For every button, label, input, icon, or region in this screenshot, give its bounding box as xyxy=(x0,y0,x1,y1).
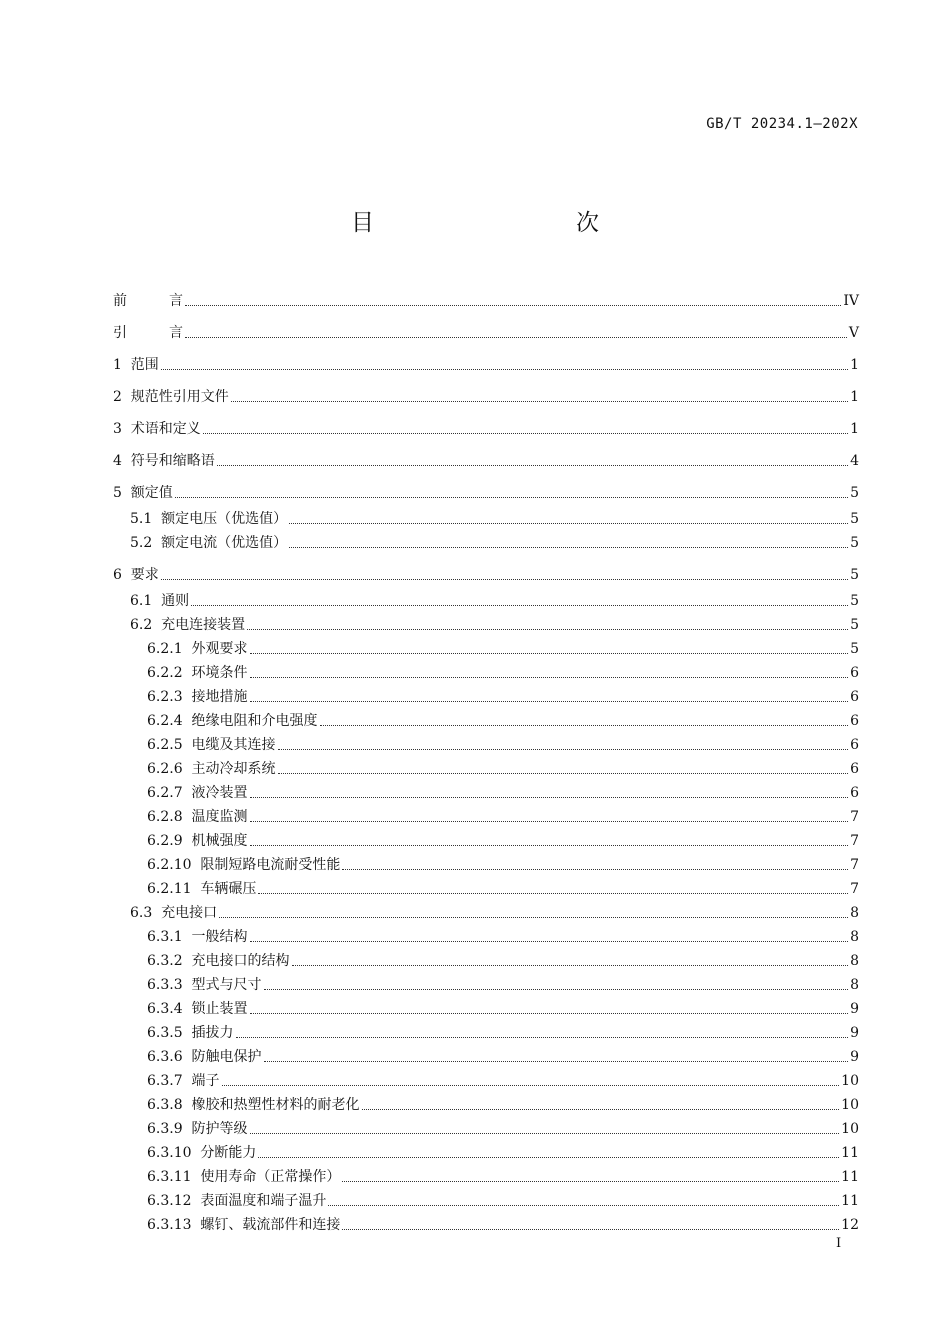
toc-entry-title: 4 符号和缩略语 xyxy=(113,453,215,469)
toc-entry[interactable] xyxy=(113,707,859,731)
toc-entry-page: 8 xyxy=(850,929,859,945)
standard-code: GB/T 20234.1—202X xyxy=(706,116,858,132)
toc-entry-page: 10 xyxy=(841,1097,859,1113)
toc-entry[interactable] xyxy=(113,561,859,585)
toc-leader-dots xyxy=(289,523,848,524)
toc-leader-dots xyxy=(289,547,848,548)
toc-entry-page: 5 xyxy=(850,617,859,633)
toc-entry[interactable] xyxy=(113,287,859,311)
toc-entry[interactable] xyxy=(113,1115,859,1139)
toc-entry-title: 前 言 xyxy=(113,293,183,309)
toc-leader-dots xyxy=(278,749,849,750)
toc-entry[interactable] xyxy=(113,947,859,971)
toc-entry-title: 5.1 额定电压（优选值） xyxy=(130,511,288,527)
toc-entry[interactable] xyxy=(113,1187,859,1211)
toc-entry[interactable] xyxy=(113,803,859,827)
toc-entry-page: 8 xyxy=(850,905,859,921)
toc-entry-page: 8 xyxy=(850,977,859,993)
toc-entry-page: 1 xyxy=(850,357,859,373)
toc-entry-title: 6.2.1 外观要求 xyxy=(147,641,248,657)
toc-entry-page: 9 xyxy=(850,1025,859,1041)
toc-entry-title: 引 言 xyxy=(113,325,183,341)
toc-leader-dots xyxy=(258,1157,839,1158)
toc-entry-title: 6 要求 xyxy=(113,567,159,583)
toc-entry[interactable] xyxy=(113,899,859,923)
toc-entry[interactable] xyxy=(113,827,859,851)
toc-entry[interactable] xyxy=(113,1019,859,1043)
toc-entry-page: 9 xyxy=(850,1001,859,1017)
toc-entry-page: 7 xyxy=(850,833,859,849)
toc-entry-title: 6.2.9 机械强度 xyxy=(147,833,248,849)
toc-entry-page: 7 xyxy=(850,881,859,897)
toc-entry-title: 6.1 通则 xyxy=(130,593,190,609)
toc-entry-title: 6.2.11 车辆碾压 xyxy=(147,881,257,897)
toc-entry-page: 5 xyxy=(850,485,859,501)
toc-entry[interactable] xyxy=(113,731,859,755)
toc-entry-page: 5 xyxy=(850,593,859,609)
toc-entry-title: 6.2.4 绝缘电阻和介电强度 xyxy=(147,713,318,729)
toc-leader-dots xyxy=(292,965,849,966)
toc-entry-title: 6.3.5 插拔力 xyxy=(147,1025,234,1041)
toc-entry[interactable] xyxy=(113,971,859,995)
page-title: 目 次 xyxy=(351,210,651,236)
toc-leader-dots xyxy=(185,337,847,338)
toc-entry[interactable] xyxy=(113,319,859,343)
toc-leader-dots xyxy=(342,1229,839,1230)
toc-entry-title: 6.2.10 限制短路电流耐受性能 xyxy=(147,857,341,873)
toc-entry-title: 2 规范性引用文件 xyxy=(113,389,229,405)
toc-leader-dots xyxy=(250,845,849,846)
toc-entry[interactable] xyxy=(113,351,859,375)
toc-entry-title: 6.2 充电连接装置 xyxy=(130,617,246,633)
toc-leader-dots xyxy=(191,605,848,606)
toc-leader-dots xyxy=(250,821,849,822)
toc-entry-page: 11 xyxy=(841,1169,859,1185)
toc-leader-dots xyxy=(320,725,849,726)
toc-entry[interactable] xyxy=(113,587,859,611)
toc-entry[interactable] xyxy=(113,851,859,875)
toc-leader-dots xyxy=(250,1133,840,1134)
toc-entry-title: 6.3 充电接口 xyxy=(130,905,218,921)
toc-entry-title: 6.3.2 充电接口的结构 xyxy=(147,953,290,969)
toc-entry-title: 6.3.6 防触电保护 xyxy=(147,1049,262,1065)
toc-leader-dots xyxy=(250,797,849,798)
toc-leader-dots xyxy=(250,677,849,678)
toc-entry-title: 6.3.1 一般结构 xyxy=(147,929,248,945)
toc-entry-title: 3 术语和定义 xyxy=(113,421,201,437)
toc-leader-dots xyxy=(250,701,849,702)
toc-entry-title: 6.2.2 环境条件 xyxy=(147,665,248,681)
toc-leader-dots xyxy=(250,941,849,942)
toc-entry-title: 6.2.8 温度监测 xyxy=(147,809,248,825)
toc-entry-page: 7 xyxy=(850,857,859,873)
toc-entry-page: 11 xyxy=(841,1193,859,1209)
toc-leader-dots xyxy=(342,869,848,870)
toc-entry-page: 7 xyxy=(850,809,859,825)
toc-entry-title: 6.3.13 螺钉、载流部件和连接 xyxy=(147,1217,341,1233)
toc-entry[interactable] xyxy=(113,479,859,503)
toc-entry-page: 5 xyxy=(850,511,859,527)
toc-entry-title: 6.3.12 表面温度和端子温升 xyxy=(147,1193,327,1209)
toc-entry-page: 1 xyxy=(850,421,859,437)
toc-entry-title: 5.2 额定电流（优选值） xyxy=(130,535,288,551)
toc-entry[interactable] xyxy=(113,529,859,553)
toc-entry-page: V xyxy=(848,325,859,341)
toc-entry-page: 6 xyxy=(850,713,859,729)
toc-entry[interactable] xyxy=(113,611,859,635)
toc-entry[interactable] xyxy=(113,683,859,707)
toc-leader-dots xyxy=(250,1013,849,1014)
toc-entry-title: 5 额定值 xyxy=(113,485,173,501)
toc-entry-page: 10 xyxy=(841,1121,859,1137)
toc-entry-title: 6.3.9 防护等级 xyxy=(147,1121,248,1137)
toc-entry[interactable] xyxy=(113,875,859,899)
toc-entry-page: 6 xyxy=(850,737,859,753)
toc-entry[interactable] xyxy=(113,779,859,803)
toc-entry-title: 1 范围 xyxy=(113,357,159,373)
toc-entry-page: IV xyxy=(843,293,859,309)
toc-entry-title: 6.3.4 锁止装置 xyxy=(147,1001,248,1017)
toc-entry[interactable] xyxy=(113,1043,859,1067)
toc-entry-page: 1 xyxy=(850,389,859,405)
toc-leader-dots xyxy=(175,497,848,498)
toc-entry-page: 6 xyxy=(850,761,859,777)
toc-leader-dots xyxy=(258,893,848,894)
toc-leader-dots xyxy=(219,917,848,918)
toc-entry[interactable] xyxy=(113,659,859,683)
toc-leader-dots xyxy=(203,433,848,434)
toc-entry-page: 4 xyxy=(850,453,859,469)
toc-entry[interactable] xyxy=(113,635,859,659)
toc-leader-dots xyxy=(161,369,848,370)
toc-entry-title: 6.2.7 液冷装置 xyxy=(147,785,248,801)
toc-entry-page: 5 xyxy=(850,567,859,583)
toc-entry-title: 6.3.3 型式与尺寸 xyxy=(147,977,262,993)
toc-entry[interactable] xyxy=(113,415,859,439)
page-number: I xyxy=(836,1236,842,1251)
toc-entry-title: 6.2.6 主动冷却系统 xyxy=(147,761,276,777)
toc-entry-title: 6.2.3 接地措施 xyxy=(147,689,248,705)
toc-leader-dots xyxy=(161,579,848,580)
toc-entry-page: 6 xyxy=(850,785,859,801)
toc-entry-title: 6.3.10 分断能力 xyxy=(147,1145,257,1161)
toc-leader-dots xyxy=(362,1109,840,1110)
toc-leader-dots xyxy=(236,1037,849,1038)
toc-entry-page: 8 xyxy=(850,953,859,969)
toc-entry-title: 6.2.5 电缆及其连接 xyxy=(147,737,276,753)
toc-leader-dots xyxy=(328,1205,839,1206)
toc-entry[interactable] xyxy=(113,923,859,947)
toc-entry[interactable] xyxy=(113,1139,859,1163)
toc-leader-dots xyxy=(264,1061,849,1062)
toc-leader-dots xyxy=(250,653,849,654)
toc-entry-page: 5 xyxy=(850,641,859,657)
toc-leader-dots xyxy=(264,989,849,990)
toc-entry-page: 6 xyxy=(850,665,859,681)
toc-entry[interactable] xyxy=(113,383,859,407)
toc-entry[interactable] xyxy=(113,447,859,471)
toc-leader-dots xyxy=(247,629,848,630)
toc-entry-page: 12 xyxy=(841,1217,859,1233)
toc-entry-page: 9 xyxy=(850,1049,859,1065)
toc-entry-page: 11 xyxy=(841,1145,859,1161)
toc-leader-dots xyxy=(342,1181,839,1182)
toc-entry-title: 6.3.7 端子 xyxy=(147,1073,220,1089)
toc-entry-page: 6 xyxy=(850,689,859,705)
toc-leader-dots xyxy=(278,773,849,774)
toc-entry-title: 6.3.8 橡胶和热塑性材料的耐老化 xyxy=(147,1097,360,1113)
toc-entry[interactable] xyxy=(113,1211,859,1235)
toc-entry-page: 10 xyxy=(841,1073,859,1089)
toc-entry[interactable] xyxy=(113,505,859,529)
toc-entry[interactable] xyxy=(113,1067,859,1091)
toc-leader-dots xyxy=(231,401,848,402)
toc-entry[interactable] xyxy=(113,995,859,1019)
toc-entry-title: 6.3.11 使用寿命（正常操作） xyxy=(147,1169,341,1185)
toc-entry[interactable] xyxy=(113,1091,859,1115)
toc-entry[interactable] xyxy=(113,755,859,779)
toc-entry[interactable] xyxy=(113,1163,859,1187)
toc-leader-dots xyxy=(185,305,841,306)
toc-leader-dots xyxy=(222,1085,840,1086)
toc-leader-dots xyxy=(217,465,848,466)
toc-entry-page: 5 xyxy=(850,535,859,551)
